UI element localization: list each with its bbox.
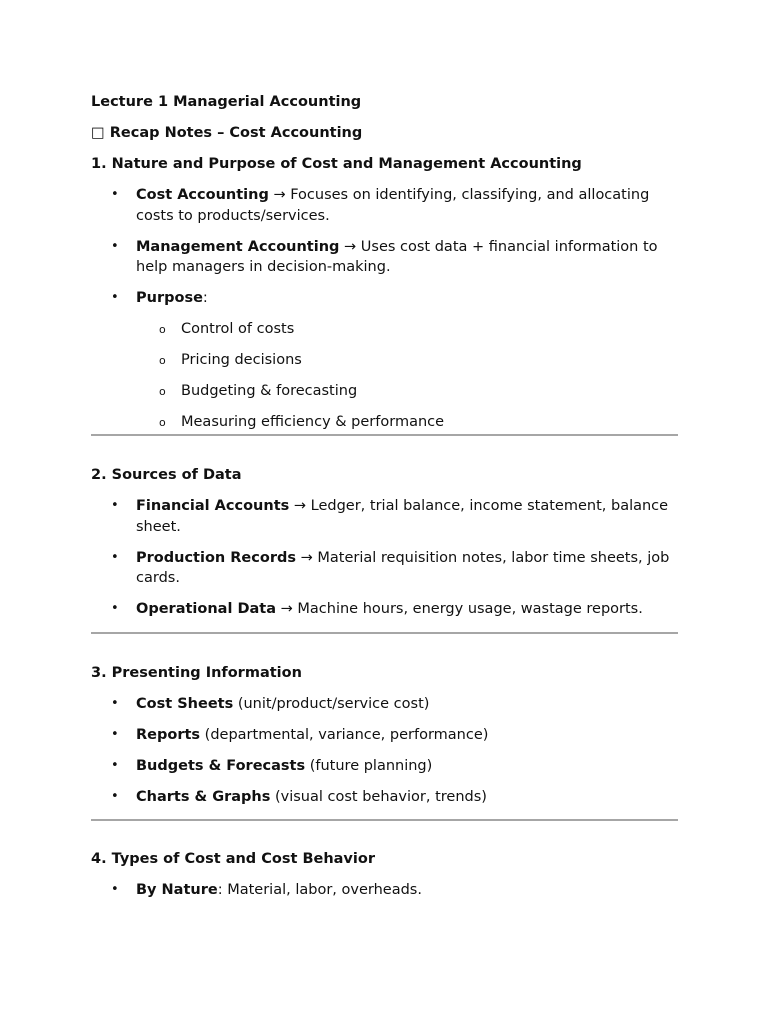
item-separator: : [217, 882, 228, 898]
item-text: Material requisition notes, labor time sheets, job cards. [136, 549, 670, 586]
bullet-icon: • [111, 601, 119, 616]
item-separator: → [289, 498, 311, 514]
item-text: (visual cost behavior, trends) [274, 788, 487, 805]
document-title: Lecture 1 Managerial Accounting [91, 94, 362, 110]
sub-list-item [136, 412, 678, 433]
purpose-sublist [136, 319, 678, 433]
item-term: Purpose [136, 290, 203, 306]
section-divider [91, 632, 678, 634]
list-item [91, 548, 678, 589]
bullet-icon: • [111, 498, 119, 513]
item-text: Uses cost data + financial information to help managers in decision-making. [136, 238, 658, 275]
bullet-icon: • [111, 187, 119, 202]
section-2-list [91, 496, 678, 620]
item-term: Budgets & Forecasts [136, 757, 306, 774]
list-item [91, 880, 678, 901]
list-item [91, 756, 678, 777]
circle-bullet-icon: o [159, 323, 166, 336]
item-text: (departmental, variance, performance) [204, 726, 489, 743]
section-heading-sources-of-data: 2. Sources of Data [91, 467, 242, 483]
sub-list-item [136, 381, 678, 402]
bullet-icon: • [111, 290, 119, 305]
item-separator: → [339, 238, 361, 255]
sub-list-item [136, 350, 678, 371]
item-separator: → [268, 187, 291, 203]
item-term: By Nature [136, 882, 218, 898]
item-separator: → [296, 549, 318, 566]
item-separator: : [202, 290, 208, 306]
list-item [91, 496, 678, 537]
bullet-icon: • [111, 238, 119, 254]
bullet-icon: • [111, 549, 119, 565]
item-text: Material, labor, overheads. [227, 882, 422, 898]
item-text: Focuses on identifying, classifying, and allocating costs to products/services. [136, 187, 650, 224]
circle-bullet-icon: o [159, 354, 166, 367]
sub-item-text: Measuring efficiency & performance [181, 414, 445, 430]
item-text: (future planning) [309, 757, 433, 774]
list-item [91, 725, 678, 746]
section-heading-presenting-information: 3. Presenting Information [91, 664, 302, 681]
item-separator: → [276, 601, 298, 617]
circle-bullet-icon: o [159, 385, 166, 398]
section-heading-nature-purpose: 1. Nature and Purpose of Cost and Management Accounting [91, 156, 582, 172]
section-divider [91, 434, 678, 436]
item-text: (unit/product/service cost) [237, 695, 430, 712]
item-term: Cost Sheets [136, 695, 234, 712]
bullet-icon: • [111, 788, 119, 804]
item-term: Reports [136, 726, 201, 743]
notepad-icon: □ [91, 125, 105, 141]
document-page [91, 92, 678, 911]
list-item [91, 185, 678, 226]
bullet-icon: • [111, 726, 119, 742]
sub-item-text: Control of costs [181, 321, 295, 337]
list-item-purpose [91, 288, 678, 433]
section-4-list [91, 880, 678, 901]
bullet-icon: • [111, 882, 119, 897]
list-item [91, 237, 678, 278]
bullet-icon: • [111, 695, 119, 711]
section-1-list [91, 185, 678, 433]
bullet-icon: • [111, 757, 119, 773]
item-text: Ledger, trial balance, income statement, balance sheet. [136, 498, 669, 535]
list-item [91, 787, 678, 808]
section-divider [91, 819, 678, 821]
item-term: Production Records [136, 549, 296, 566]
section-heading-types-of-cost: 4. Types of Cost and Cost Behavior [91, 851, 375, 867]
circle-bullet-icon: o [159, 416, 166, 429]
item-term: Charts & Graphs [136, 788, 271, 805]
sub-item-text: Budgeting & forecasting [181, 383, 358, 399]
sub-item-text: Pricing decisions [181, 352, 302, 368]
item-term: Operational Data [136, 601, 277, 617]
sub-list-item [136, 319, 678, 340]
list-item [91, 599, 678, 620]
item-term: Management Accounting [136, 238, 340, 255]
recap-title-line [91, 123, 678, 143]
item-term: Financial Accounts [136, 498, 290, 514]
item-text: Machine hours, energy usage, wastage reports. [297, 601, 643, 617]
item-term: Cost Accounting [136, 187, 269, 203]
recap-title: Recap Notes – Cost Accounting [109, 125, 363, 141]
list-item [91, 694, 678, 715]
section-3-list [91, 694, 678, 808]
